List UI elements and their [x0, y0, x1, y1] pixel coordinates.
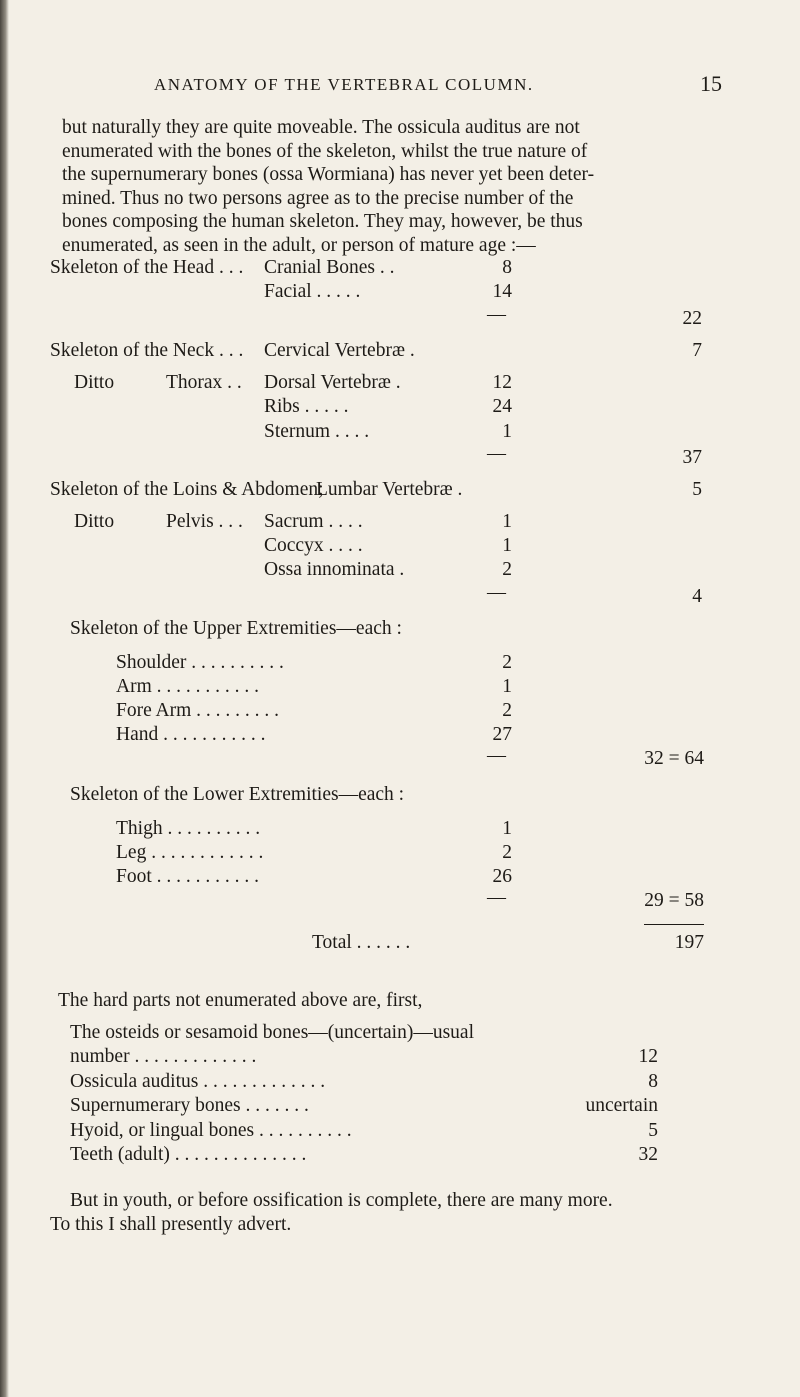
grand-total: 197: [674, 932, 704, 953]
leg-count: 2: [502, 842, 512, 863]
neck-label: Skeleton of the Neck . . .: [50, 340, 244, 361]
intro-line: but naturally they are quite moveable. The ossicula auditus are not: [62, 117, 580, 138]
shoulder-label: Shoulder . . . . . . . . . .: [116, 652, 284, 673]
lower-extremities-label: Skeleton of the Lower Extremities—each :: [70, 784, 405, 805]
intro-line: enumerated with the bones of the skeleton, whilst the true nature of: [62, 140, 588, 162]
closing-line: But in youth, or before ossification is complete, there are many more.: [70, 1190, 613, 1211]
neck-total: 7: [692, 340, 702, 361]
facial-count: 14: [492, 281, 512, 302]
dorsal-label: Dorsal Vertebræ .: [264, 372, 401, 393]
teeth-count: 32: [638, 1144, 658, 1165]
ditto-label: Ditto: [74, 511, 115, 532]
intro-line: bones composing the human skeleton. They may, however, be thus: [62, 211, 583, 232]
running-header: [62, 71, 722, 103]
dash: —: [487, 443, 506, 464]
facial-label: Facial . . . . .: [264, 281, 361, 302]
hard-parts-intro: The hard parts not enumerated above are, first,: [58, 990, 423, 1011]
foot-count: 26: [492, 866, 512, 887]
cranial-count: 8: [502, 257, 512, 278]
sternum-label: Sternum . . . .: [264, 421, 370, 442]
page-number: 15: [700, 71, 722, 96]
coccyx-count: 1: [502, 535, 512, 556]
coccyx-label: Coccyx . . . .: [264, 535, 363, 556]
page-binding-edge: [0, 0, 9, 1397]
supernumerary-value: uncertain: [585, 1095, 658, 1116]
ossicula-count: 8: [648, 1071, 658, 1092]
arm-count: 1: [502, 676, 512, 697]
intro-paragraph: [62, 116, 722, 257]
hyoid-count: 5: [648, 1120, 658, 1141]
foot-label: Foot . . . . . . . . . . .: [116, 866, 260, 887]
thigh-count: 1: [502, 818, 512, 839]
dorsal-count: 12: [492, 372, 512, 393]
sacrum-label: Sacrum . . . .: [264, 511, 363, 532]
dash: —: [487, 582, 506, 603]
closing-line: To this I shall presently advert.: [50, 1214, 292, 1235]
dash: —: [487, 745, 506, 766]
head-total: 22: [682, 308, 702, 329]
forearm-label: Fore Arm . . . . . . . . .: [116, 700, 280, 721]
intro-line: the supernumerary bones (ossa Wormiana) has never yet been deter-: [62, 164, 595, 185]
hand-label: Hand . . . . . . . . . . .: [116, 724, 266, 745]
ossa-count: 2: [502, 559, 512, 580]
cervical-label: Cervical Vertebræ .: [264, 340, 415, 361]
thigh-label: Thigh . . . . . . . . . .: [116, 818, 261, 839]
loins-label: Skeleton of the Loins & Abdomen;: [50, 479, 324, 500]
ditto-label: Ditto: [74, 372, 115, 393]
intro-line: enumerated, as seen in the adult, or person of mature age :—: [62, 234, 536, 256]
pelvis-label: Pelvis . . .: [166, 511, 243, 532]
ossa-label: Ossa innominata .: [264, 559, 405, 580]
loins-total: 5: [692, 479, 702, 500]
total-label: Total . . . . . .: [312, 932, 411, 953]
cranial-label: Cranial Bones . .: [264, 257, 395, 278]
head-label: Skeleton of the Head . . .: [50, 257, 244, 278]
dash: —: [487, 304, 506, 325]
intro-line: mined. Thus no two persons agree as to the precise number of the: [62, 187, 574, 209]
teeth-label: Teeth (adult) . . . . . . . . . . . . . .: [70, 1144, 307, 1165]
thorax-label: Thorax . .: [166, 372, 242, 393]
pelvis-total: 4: [692, 586, 702, 607]
running-title: ANATOMY OF THE VERTEBRAL COLUMN.: [154, 75, 534, 94]
ribs-count: 24: [492, 396, 512, 417]
hyoid-label: Hyoid, or lingual bones . . . . . . . . . .: [70, 1120, 352, 1141]
leg-label: Leg . . . . . . . . . . . .: [116, 842, 264, 863]
osteids-count: 12: [638, 1046, 658, 1067]
upper-extremities-label: Skeleton of the Upper Extremities—each :: [70, 618, 402, 639]
lumbar-label: Lumbar Vertebræ .: [316, 479, 463, 500]
dash: —: [487, 887, 506, 908]
sternum-count: 1: [502, 421, 512, 442]
total-rule: [644, 924, 704, 925]
lower-total: 29 = 58: [644, 890, 704, 911]
arm-label: Arm . . . . . . . . . . .: [116, 676, 259, 697]
thorax-total: 37: [682, 447, 702, 468]
osteids-number-label: number . . . . . . . . . . . . .: [70, 1046, 257, 1067]
upper-total: 32 = 64: [644, 748, 704, 769]
shoulder-count: 2: [502, 652, 512, 673]
supernumerary-label: Supernumerary bones . . . . . . .: [70, 1095, 309, 1116]
forearm-count: 2: [502, 700, 512, 721]
ribs-label: Ribs . . . . .: [264, 396, 349, 417]
sacrum-count: 1: [502, 511, 512, 532]
hand-count: 27: [492, 724, 512, 745]
ossicula-label: Ossicula auditus . . . . . . . . . . . . .: [70, 1071, 326, 1092]
osteids-line: The osteids or sesamoid bones—(uncertain)—usual: [70, 1022, 474, 1043]
